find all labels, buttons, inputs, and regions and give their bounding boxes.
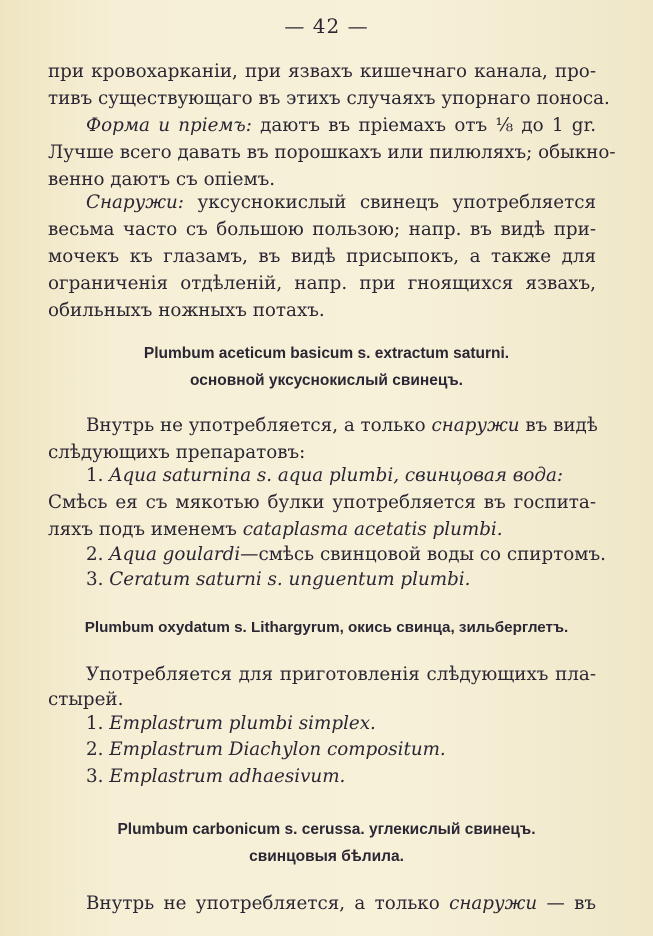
text-line [86,890,596,917]
text-line [48,516,596,543]
page-number: — 42 — [284,14,369,38]
text-line: венно даютъ съ опіемъ. [48,169,276,190]
list-item [86,566,596,593]
text-line: ограниченія отдѣленій, напр. при гноящихся язвахъ, [48,273,596,294]
text-line: обильныхъ ножныхъ потахъ. [48,300,325,321]
list-item [86,763,596,790]
item-number: 1. [86,465,110,486]
external-use-label: Снаружи: [86,192,184,213]
text-line [86,112,596,139]
item-number: 1. [86,713,110,734]
section-subheading-carbonicum: свинцовыя бѣлила. [249,848,404,865]
italic-term: снаружи [449,893,538,914]
list-item [86,710,596,737]
preparation-name: Aqua goulardi [109,544,241,565]
text-line: Смѣсь ея съ мякотью булки употребляется въ госпита- [48,492,596,513]
text-line: мочекъ къ глазамъ, въ видѣ присыпокъ, а также для [48,246,596,267]
text-fragment: въ видѣ [519,415,598,436]
item-number: 3. [86,766,110,787]
text-fragment: даютъ въ пріемахъ отъ ⅛ до 1 gr. [251,115,597,136]
text-line: весьма часто съ большою пользою; напр. въ видѣ при- [48,219,596,240]
item-number: 2. [86,739,110,760]
section-heading-oxydatum: Plumbum oxydatum s. Lithargyrum, окись свинца, зильберглетъ. [84,619,569,636]
text-fragment: — въ [537,893,596,914]
list-item [86,462,596,489]
text-fragment: Внутрь не употребляется, а только [86,893,450,914]
text-fragment: уксуснокислый свинецъ употребляется [183,192,596,213]
preparation-name: Aqua saturnina s. aqua plumbi, свинцовая вода: [109,465,564,486]
item-number: 2. [86,544,110,565]
text-line: тивъ существующаго въ этихъ случаяхъ упорнаго поноса. [48,88,610,109]
text-line: слѣдующихъ препаратовъ: [48,442,306,463]
text-line: при кровохарканіи, при язвахъ кишечнаго канала, про- [48,61,596,82]
preparation-name: Ceratum saturni s. unguentum plumbi. [109,569,471,590]
text-line: Лучше всего давать въ порошкахъ или пилюляхъ; обыкно- [48,142,616,163]
plaster-name: Emplastrum plumbi simplex. [109,713,376,734]
text-line: стырей. [48,689,124,710]
text-line [86,412,596,439]
section-subheading-aceticum: основной уксуснокислый свинецъ. [189,372,463,389]
list-item [86,541,606,568]
text-line [86,189,596,216]
item-number: 3. [86,569,110,590]
form-dose-label: Форма и пріемъ: [86,115,252,136]
plaster-name: Emplastrum Diachylon compositum. [109,739,446,760]
section-heading-aceticum: Plumbum aceticum basicum s. extractum saturni. [143,345,510,362]
text-fragment: Внутрь не употребляется, а только [86,415,432,436]
text-line: Употребляется для приготовленія слѣдующихъ пла- [86,664,596,685]
section-heading-carbonicum: Plumbum carbonicum s. cerussa. углекислый свинецъ. [117,821,536,838]
preparation-name: cataplasma acetatis plumbi. [242,519,503,540]
plaster-name: Emplastrum adhaesivum. [109,766,346,787]
text-fragment: —смѣсь свинцовой воды со спиртомъ. [240,544,606,565]
text-fragment: ляхъ подъ именемъ [48,519,243,540]
list-item [86,736,596,763]
italic-term: снаружи [431,415,520,436]
